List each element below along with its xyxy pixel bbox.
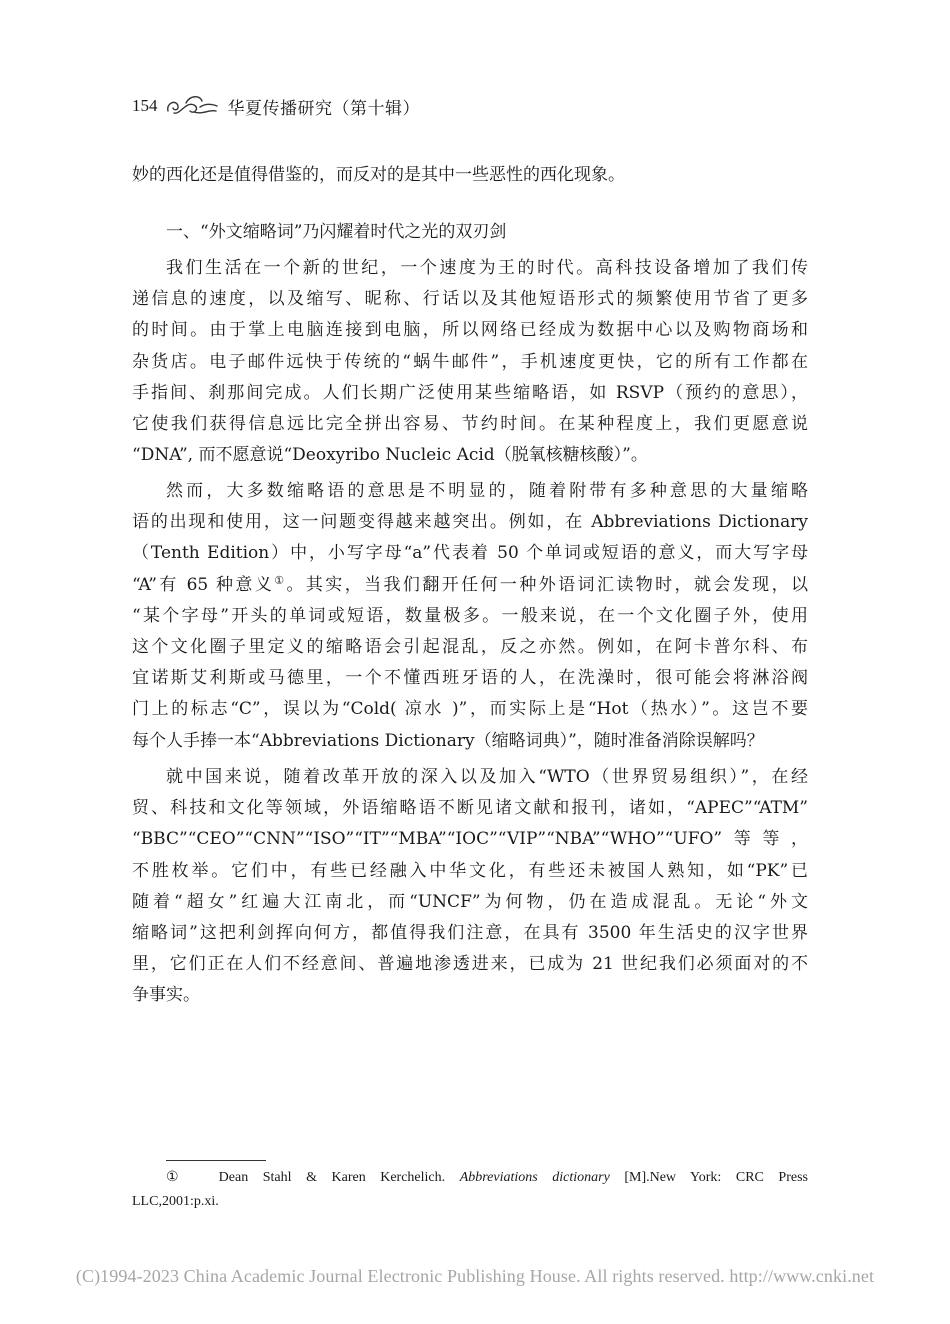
text-line: “DNA”, 而不愿意说“Deoxyribo Nucleic Acid（脱氧核糖核酸）”。 [132,445,648,466]
text-line: 语的出现和使用，这一问题变得越来越突出。例如，在 Abbreviations Dictionary [132,512,808,533]
text-line: 它使我们获得信息远比完全拼出容易、节约时间。在某种程度上，我们更愿意说 [132,414,808,435]
paragraph-3 [132,762,808,1012]
continued-paragraph [132,160,808,191]
text-line: 随着“超女”红遍大江南北，而“UNCF”为何物，仍在造成混乱。无论“外文 [132,891,808,912]
text-line: 妙的西化还是值得借鉴的，而反对的是其中一些恶性的西化现象。 [132,165,625,185]
text-line: 不胜枚举。它们中，有些已经融入中华文化，有些还未被国人熟知，如“PK”已 [132,860,808,881]
paragraph-2 [132,476,808,757]
text-line: 这个文化圈子里定义的缩略语会引起混乱，反之亦然。例如，在阿卡普尔科、布 [132,637,808,658]
running-header [132,92,420,120]
text-line: 的时间。由于掌上电脑连接到电脑，所以网络已经成为数据中心以及购物商场和 [132,320,808,341]
text-line: 宜诺斯艾利斯或马德里，一个不懂西班牙语的人，在洗澡时，很可能会将淋浴阀 [132,668,808,689]
footnote-book-title: Abbreviations dictionary [459,1170,610,1185]
footnote-marker[interactable]: ① [274,573,287,587]
paragraph-1 [132,253,808,471]
text-segment: 。其实，当我们翻开任何一种外语词汇读物时，就会发现，以 [286,574,808,595]
text-line: 缩略词”这把利剑挥向何方，都值得我们注意，在具有 3500 年生活史的汉字世界 [132,923,808,944]
page-number: 154 [132,96,158,115]
journal-title: 华夏传播研究（第十辑） [227,98,420,119]
text-line: 贸、科技和文化等领域，外语缩略语不断见诸文献和报刊，诸如，“APEC”“ATM” [132,798,808,819]
text-line: 然而，大多数缩略语的意思是不明显的，随着附带有多种意思的大量缩略 [166,481,808,501]
footnote-authors: Dean Stahl & Karen Kerchelich. [218,1170,446,1185]
text-line: 杂货店。电子邮件远快于传统的“蜗牛邮件”，手机速度更快，它的所有工作都在 [132,351,808,372]
text-line: 门上的标志“C”，误以为“Cold( 凉水 )”，而实际上是“Hot（热水）”。这岂不要 [132,699,808,720]
cloud-swirl-ornament-icon [164,93,220,119]
text-segment: “A”有 65 种意义 [132,574,275,595]
text-line: 里，它们正在人们不经意间、普遍地渗透进来，已成为 21 世纪我们必须面对的不 [132,954,808,975]
footnote-line [166,1166,808,1190]
text-line: 我们生活在一个新的世纪，一个速度为王的时代。高科技设备增加了我们传 [166,258,808,278]
text-line: 争事实。 [132,985,200,1006]
text-line: （Tenth Edition）中，小写字母“a”代表着 50 个单词或短语的意义，而大写字母 [132,543,808,564]
copyright-notice: (C)1994-2023 China Academic Journal Electronic Publishing House. All rights reserved. http://www.cnki.net [75,1266,875,1286]
text-line: 每个人手捧一本“Abbreviations Dictionary（缩略词典）”，随时准备消除误解吗？ [132,730,764,751]
footnote-number: ① [166,1170,190,1185]
text-line-with-footnote [132,570,808,601]
footnote-publication: [M].New York: CRC Press [609,1170,808,1185]
footnote [132,1166,808,1214]
text-line: “BBC”“CEO”“CNN”“ISO”“IT”“MBA”“IOC”“VIP”“NBA”“WHO”“UFO”等等， [132,829,808,850]
text-line: 递信息的速度，以及缩写、昵称、行话以及其他短语形式的频繁使用节省了更多 [132,289,808,310]
footnote-line: LLC,2001:p.xi. [132,1194,219,1209]
footnote-divider [166,1160,266,1161]
section-heading: 一、“外文缩略词”乃闪耀着时代之光的双刃剑 [166,222,507,242]
text-line: 手指间、刹那间完成。人们长期广泛使用某些缩略语，如 RSVP（预约的意思）， [132,382,808,403]
text-line: “某个字母”开头的单词或短语，数量极多。一般来说，在一个文化圈子外，使用 [132,605,808,626]
text-line: 就中国来说，随着改革开放的深入以及加入“WTO（世界贸易组织）”，在经 [166,767,808,787]
